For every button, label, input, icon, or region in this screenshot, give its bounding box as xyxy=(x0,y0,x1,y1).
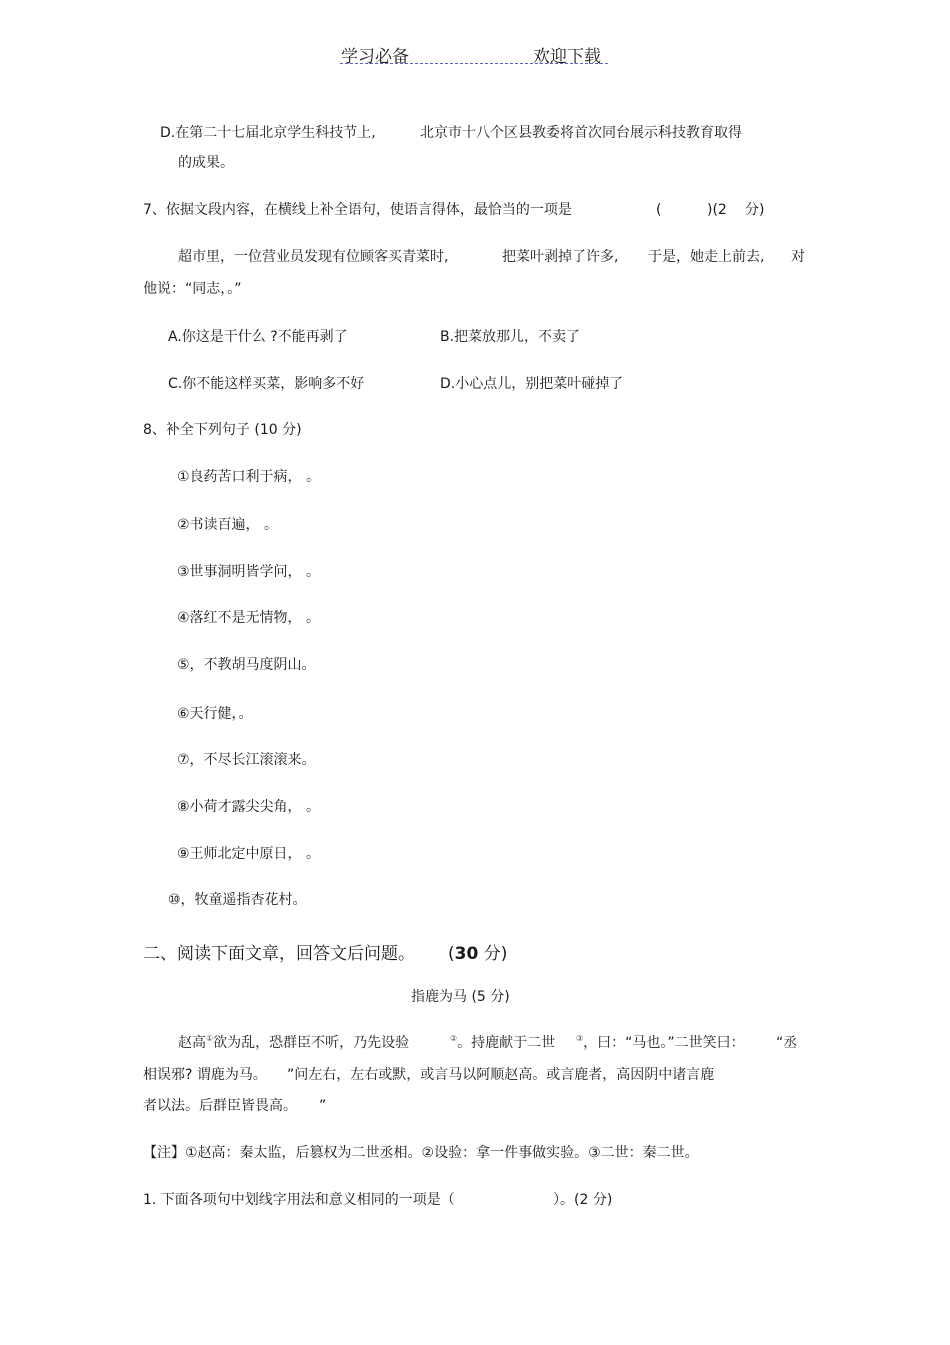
footnote-marker-3: ③ xyxy=(576,1034,584,1043)
passage-line3-a: 者以法。后群臣皆畏高。 xyxy=(143,1098,297,1114)
q7-passage-seg1: 超市里，一位营业员发现有位顾客买青菜时, xyxy=(178,249,449,265)
q6-option-d-line1b: 北京市十八个区县教委将首次同台展示科技教育取得 xyxy=(420,125,742,141)
passage-line1-a: 赵高 xyxy=(178,1035,206,1051)
q8-item: ⑥天行健，。 xyxy=(177,706,253,722)
q8-item: ⑦，不尽长江滚滚来。 xyxy=(177,752,316,768)
footnote-marker-2: ② xyxy=(450,1034,458,1043)
passage-line1-end xyxy=(576,1033,745,1053)
q7-passage-line2: 他说：“同志，。” xyxy=(143,281,242,297)
passage-line3-b: ” xyxy=(319,1098,327,1114)
section2-score-num: 30 xyxy=(454,944,479,964)
q7-option-c: C.你不能这样买菜，影响多不好 xyxy=(168,376,365,392)
header-right: 欢迎下载 xyxy=(533,47,601,67)
q7-stem: 7、依据文段内容，在横线上补全语句，使语言得体，最恰当的一项是 xyxy=(143,202,572,218)
q7-paren-open: ( xyxy=(656,202,662,218)
q7-option-b: B.把菜放那儿，不卖了 xyxy=(440,329,581,345)
q7-option-a: A.你这是干什么 ?不能再剥了 xyxy=(168,329,348,345)
q7-passage-seg2: 把菜叶剥掉了许多, xyxy=(502,249,619,265)
q8-item: ⑩，牧童遥指杏花村。 xyxy=(168,892,307,908)
section2-score xyxy=(448,939,507,964)
q8-item: ①良药苦口利于病， 。 xyxy=(177,469,321,485)
q8-item: ⑤，不教胡马度阴山。 xyxy=(177,657,316,673)
footnote-marker-1: ① xyxy=(206,1034,214,1043)
q8-item: ③世事洞明皆学问， 。 xyxy=(177,564,321,580)
header-left: 学习必备 xyxy=(341,47,409,67)
passage-line2-b: ”问左右，左右或默，或言马以阿顺赵高。或言鹿者，高因阴中诸言鹿 xyxy=(287,1067,715,1083)
passage-note: 【注】①赵高：秦太监，后篡权为二世丞相。②设验：拿一件事做实验。③二世：秦二世。 xyxy=(143,1145,699,1161)
q6-option-d-line2: 的成果。 xyxy=(178,155,234,171)
section2-title: 二、阅读下面文章，回答文后问题。 xyxy=(143,944,415,964)
q8-stem: 8、补全下列句子 (10 分) xyxy=(143,422,302,438)
section2-score-open: ( xyxy=(448,944,455,964)
passage-line2-a: 相误邪? 谓鹿为马。 xyxy=(143,1067,267,1083)
passage-title: 指鹿为马 (5 分) xyxy=(411,989,510,1005)
q1-tail: ）。(2 分) xyxy=(553,1192,613,1208)
passage-line1-c: 。持鹿献于二世 xyxy=(457,1035,556,1051)
passage-line1-mid xyxy=(450,1033,555,1053)
q8-item: ⑧小荷才露尖尖角， 。 xyxy=(177,799,321,815)
passage-line1-e: “丞 xyxy=(776,1035,798,1051)
section2-score-close: 分) xyxy=(483,944,508,964)
q7-passage-seg4: 对 xyxy=(791,249,805,265)
q7-option-d: D.小心点儿，别把菜叶碰掉了 xyxy=(440,376,624,392)
q8-item: ⑨王师北定中原日， 。 xyxy=(177,846,321,862)
q8-item: ④落红不是无情物， 。 xyxy=(177,610,321,626)
header-divider xyxy=(340,63,608,64)
q7-paren-close: )(2 xyxy=(707,202,727,218)
q8-item: ②书读百遍， 。 xyxy=(177,517,279,533)
q7-score-unit: 分) xyxy=(745,202,765,218)
passage-line1 xyxy=(178,1033,409,1053)
passage-line1-b: 欲为乱，恐群臣不听，乃先设验 xyxy=(213,1035,410,1051)
q6-option-d-line1a: D.在第二十七届北京学生科技节上, xyxy=(160,125,376,141)
q1-stem: 1. 下面各项句中划线字用法和意义相同的一项是（ xyxy=(143,1192,455,1208)
passage-line1-d: ，曰：“马也。”二世笑曰： xyxy=(583,1035,745,1051)
q7-passage-seg3: 于是，她走上前去, xyxy=(648,249,765,265)
